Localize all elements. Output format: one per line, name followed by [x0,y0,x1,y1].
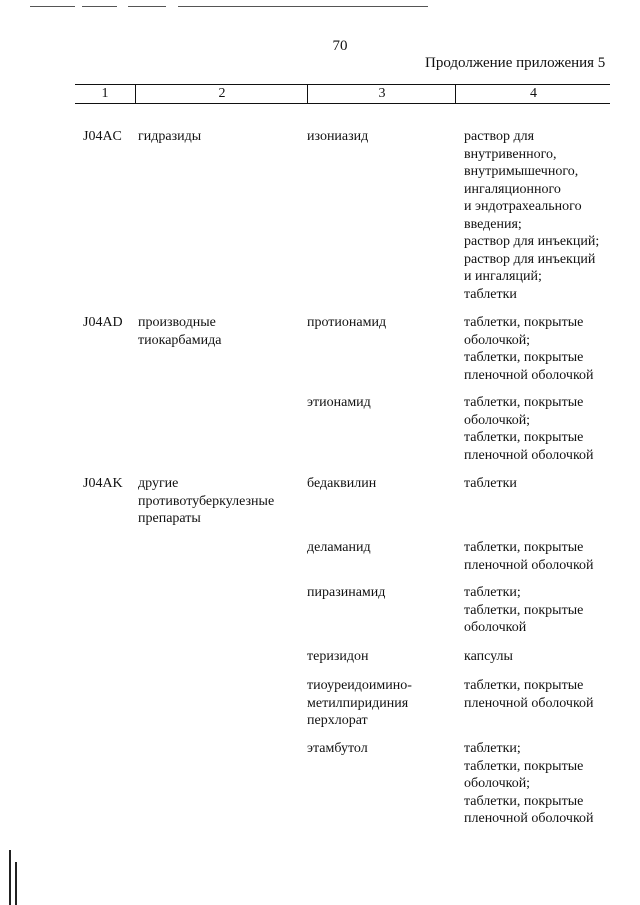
scan-artifact-line [178,6,428,7]
group-cell: гидразиды [138,129,202,144]
drug-cell: тиоуреидоимино- метилпиридиния перхлорат [307,678,412,728]
dosage-form-cell: капсулы [464,649,513,664]
drug-cell: этамбутол [307,741,368,756]
dosage-form-cell: раствор для внутривенного, внутримышечного, ингаляционного и эндотрахеального введения; раствор для инъекций; раствор для инъекций и ингаляций; таблетки [464,129,600,302]
column-header-1: 1 [101,86,109,101]
drug-cell: изониазид [307,129,369,144]
page-number: 70 [332,38,348,54]
dosage-form-cell: таблетки, покрытые оболочкой; таблетки, покрытые пленочной оболочкой [464,395,594,463]
binding-mark [9,850,11,905]
atc-code-cell: J04AD [83,315,123,330]
drug-cell: теризидон [307,649,369,664]
scan-artifact-line [128,6,166,7]
column-header-3: 3 [307,85,456,103]
dosage-form-cell: таблетки, покрытые пленочной оболочкой [464,678,594,711]
dosage-form-cell: таблетки, покрытые оболочкой; таблетки, покрытые пленочной оболочкой [464,315,594,383]
group-cell: другие противотуберкулезные препараты [138,476,275,526]
scan-artifact-line [82,6,117,7]
atc-code-cell: J04AC [83,129,122,144]
column-header-2: 2 [135,85,308,103]
dosage-form-cell: таблетки; таблетки, покрытые оболочкой; таблетки, покрытые пленочной оболочкой [464,741,594,826]
column-header-4: 4 [455,85,611,103]
dosage-form-cell: таблетки; таблетки, покрытые оболочкой [464,585,584,635]
atc-code-cell: J04AK [83,476,123,491]
binding-mark [15,862,17,905]
scan-artifact-line [30,6,75,7]
drug-cell: деламанид [307,540,371,555]
dosage-form-cell: таблетки [464,476,517,491]
drug-cell: пиразинамид [307,585,386,600]
drug-cell: протионамид [307,315,387,330]
dosage-form-cell: таблетки, покрытые пленочной оболочкой [464,540,594,573]
continuation-heading: Продолжение приложения 5 [425,55,606,71]
drug-cell: бедаквилин [307,476,377,491]
group-cell: производные тиокарбамида [138,315,222,348]
drug-cell: этионамид [307,395,371,410]
table-header-row [75,84,610,104]
